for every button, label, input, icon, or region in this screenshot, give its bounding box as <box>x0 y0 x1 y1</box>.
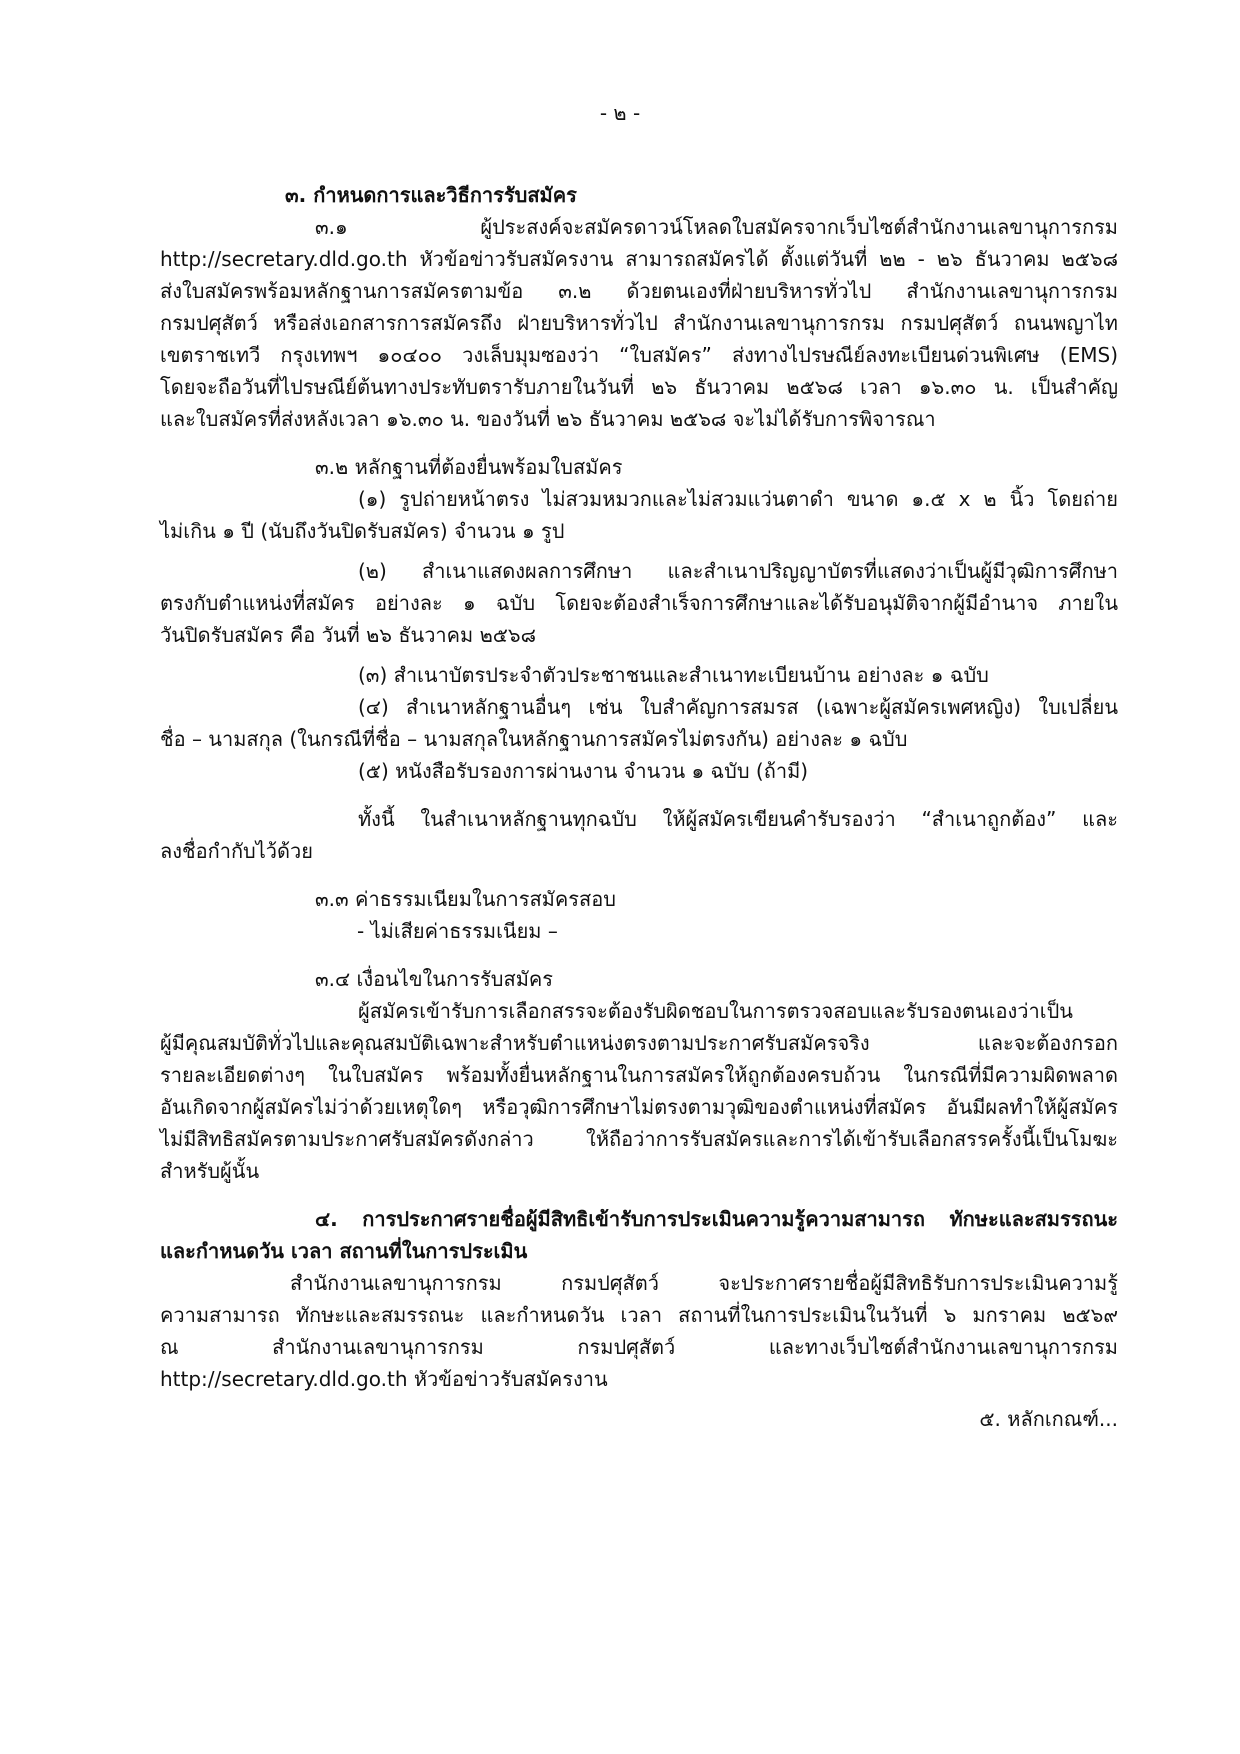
announcement-line: สำนักงานเลขานุการกรม กรมปศุสัตว์ จะประกาศรายชื่อผู้มีสิทธิรับการประเมินความรู้ <box>290 1271 1118 1295</box>
announcement-line: ความสามารถ ทักษะและสมรรถนะ และกำหนดวัน เวลา สถานที่ในการประเมินในวันที่ ๖ มกราคม ๒๕๖๙ <box>160 1303 1118 1327</box>
evidence-item-2: (๒) สำเนาแสดงผลการศึกษา และสำเนาปริญญาบัตรที่แสดงว่าเป็นผู้มีวุฒิการศึกษา <box>358 559 1118 583</box>
fee-statement: - ไม่เสียค่าธรรมเนียม – <box>357 919 558 943</box>
paragraph-3-1-line: เขตราชเทวี กรุงเทพฯ ๑๐๔๐๐ วงเล็บมุมซองว่า “ใบสมัคร” ส่งทางไปรษณีย์ลงทะเบียนด่วนพิเศษ (EMS) <box>160 343 1118 367</box>
conditions-line: ผู้สมัครเข้ารับการเลือกสรรจะต้องรับผิดชอบในการตรวจสอบและรับรองตนเองว่าเป็น <box>358 999 1073 1023</box>
evidence-item-3: (๓) สำเนาบัตรประจำตัวประชาชนและสำเนาทะเบียนบ้าน อย่างละ ๑ ฉบับ <box>358 663 989 687</box>
evidence-item-4-cont: ชื่อ – นามสกุล (ในกรณีที่ชื่อ – นามสกุลในหลักฐานการสมัครไม่ตรงกัน) อย่างละ ๑ ฉบับ <box>160 727 908 751</box>
section-4-heading-cont: และกำหนดวัน เวลา สถานที่ในการประเมิน <box>160 1239 528 1263</box>
section-4-heading: ๔. การประกาศรายชื่อผู้มีสิทธิเข้ารับการประเมินความรู้ความสามารถ ทักษะและสมรรถนะ <box>315 1207 1118 1231</box>
evidence-item-5: (๕) หนังสือรับรองการผ่านงาน จำนวน ๑ ฉบับ (ถ้ามี) <box>358 759 809 783</box>
subsection-3-3-title: ๓.๓ ค่าธรรมเนียมในการสมัครสอบ <box>315 887 616 911</box>
paragraph-3-1-line: โดยจะถือวันที่ไปรษณีย์ต้นทางประทับตรารับภายในวันที่ ๒๖ ธันวาคม ๒๕๖๘ เวลา ๑๖.๓๐ น. เป็นสำคัญ <box>160 375 1118 399</box>
conditions-line: สำหรับผู้นั้น <box>160 1159 260 1183</box>
evidence-item-1-cont: ไม่เกิน ๑ ปี (นับถึงวันปิดรับสมัคร) จำนวน ๑ รูป <box>160 519 565 543</box>
conditions-line: ผู้มีคุณสมบัติทั่วไปและคุณสมบัติเฉพาะสำหรับตำแหน่งตรงตามประกาศรับสมัครจริง และจะต้องกรอก <box>160 1031 1118 1055</box>
paragraph-3-1-line: และใบสมัครที่ส่งหลังเวลา ๑๖.๓๐ น. ของวันที่ ๒๖ ธันวาคม ๒๕๖๘ จะไม่ได้รับการพิจารณา <box>160 407 936 431</box>
evidence-item-2-cont: ตรงกับตำแหน่งที่สมัคร อย่างละ ๑ ฉบับ โดยจะต้องสำเร็จการศึกษาและได้รับอนุมัติจากผู้มีอำนาจ ภายใน <box>160 591 1118 615</box>
paragraph-3-1-line: ส่งใบสมัครพร้อมหลักฐานการสมัครตามข้อ ๓.๒ ด้วยตนเองที่ฝ่ายบริหารทั่วไป สำนักงานเลขานุการกรม <box>160 279 1118 303</box>
subsection-3-4-title: ๓.๔ เงื่อนไขในการรับสมัคร <box>315 967 554 991</box>
conditions-line: อันเกิดจากผู้สมัครไม่ว่าด้วยเหตุใดๆ หรือวุฒิการศึกษาไม่ตรงตามวุฒิของตำแหน่งที่สมัคร อันมีผลทำให้ผู้สมัคร <box>160 1095 1118 1119</box>
subsection-3-2-title: ๓.๒ หลักฐานที่ต้องยื่นพร้อมใบสมัคร <box>315 455 623 479</box>
conditions-line: ไม่มีสิทธิสมัครตามประกาศรับสมัครดังกล่าว ให้ถือว่าการรับสมัครและการได้เข้ารับเลือกสรรครั้งนี้เป็นโมฆะ <box>160 1127 1118 1151</box>
paragraph-3-1-line: กรมปศุสัตว์ หรือส่งเอกสารการสมัครถึง ฝ่ายบริหารทั่วไป สำนักงานเลขานุการกรม กรมปศุสัตว์ ถนนพญาไท <box>160 311 1118 335</box>
paragraph-3-1-line: ๓.๑ ผู้ประสงค์จะสมัครดาวน์โหลดใบสมัครจากเว็บไซต์สำนักงานเลขานุการกรม <box>315 215 1118 239</box>
continuation-marker: ๕. หลักเกณฑ์... <box>979 1407 1118 1431</box>
evidence-note-cont: ลงชื่อกำกับไว้ด้วย <box>160 839 313 863</box>
evidence-item-1: (๑) รูปถ่ายหน้าตรง ไม่สวมหมวกและไม่สวมแว่นตาดำ ขนาด ๑.๕ x ๒ นิ้ว โดยถ่าย <box>358 487 1118 511</box>
announcement-line: ณ สำนักงานเลขานุการกรม กรมปศุสัตว์ และทางเว็บไซต์สำนักงานเลขานุการกรม <box>160 1335 1118 1359</box>
section-3-heading: ๓. กำหนดการและวิธีการรับสมัคร <box>285 183 577 207</box>
evidence-item-4: (๔) สำเนาหลักฐานอื่นๆ เช่น ใบสำคัญการสมรส (เฉพาะผู้สมัครเพศหญิง) ใบเปลี่ยน <box>358 695 1118 719</box>
paragraph-3-1-line: http://secretary.dld.go.th หัวข้อข่าวรับสมัครงาน สามารถสมัครได้ ตั้งแต่วันที่ ๒๒ - ๒๖ ธันวาคม ๒๕๖๘ <box>160 247 1118 271</box>
evidence-item-2-cont: วันปิดรับสมัคร คือ วันที่ ๒๖ ธันวาคม ๒๕๖๘ <box>160 623 537 647</box>
evidence-note: ทั้งนี้ ในสำเนาหลักฐานทุกฉบับ ให้ผู้สมัครเขียนคำรับรองว่า “สำเนาถูกต้อง” และ <box>358 807 1118 831</box>
announcement-line: http://secretary.dld.go.th หัวข้อข่าวรับสมัครงาน <box>160 1367 608 1391</box>
page-number: - ๒ - <box>599 101 641 125</box>
conditions-line: รายละเอียดต่างๆ ในใบสมัคร พร้อมทั้งยื่นหลักฐานในการสมัครให้ถูกต้องครบถ้วน ในกรณีที่มีความผิดพลาด <box>160 1063 1118 1087</box>
